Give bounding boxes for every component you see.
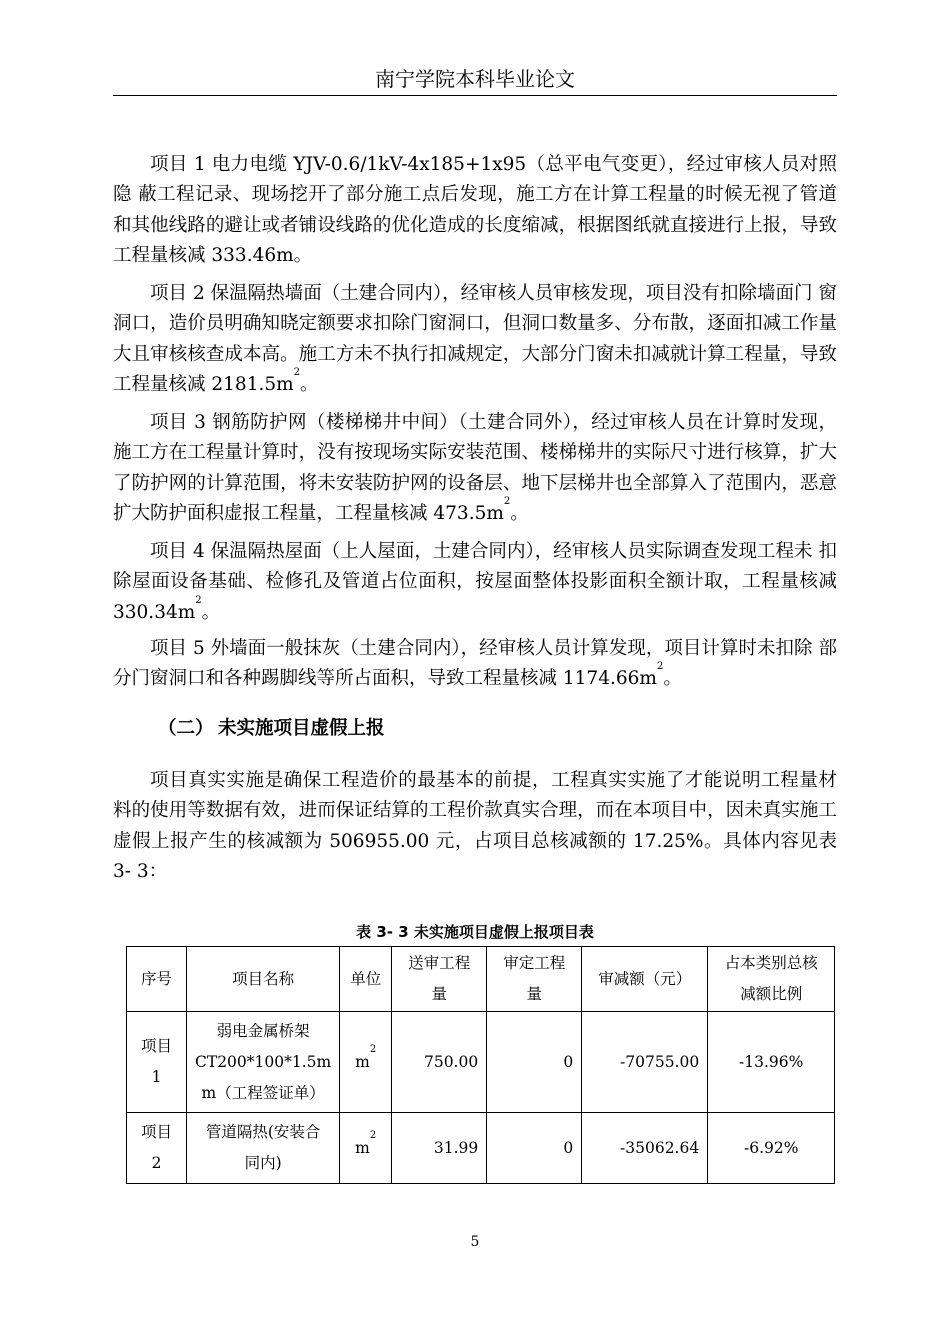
paragraph-line: 项目 2 保温隔热墙面（土建合同内），经审核人员审核发现，项目没有扣除墙面门 bbox=[150, 283, 813, 304]
cell-line: 同内) bbox=[244, 1154, 282, 1172]
header-cell-unit: 单位 bbox=[340, 947, 392, 1012]
superscript: 2 bbox=[293, 367, 301, 379]
paragraph-line: 项目 4 保温隔热屋面（上人屋面，土建合同内），经审核人员实际调查发现工程未 bbox=[150, 541, 813, 562]
paragraph-line: 项目 1 电力电缆 YJV-0.6/1kV-4x185+1x95（总平电气变更），经过审核人员对照隐 bbox=[113, 154, 837, 206]
header-cell-name: 项目名称 bbox=[187, 947, 340, 1012]
cell-line: 管道隔热(安装合 bbox=[205, 1123, 321, 1141]
header-line: 占本类别总核 bbox=[724, 954, 818, 972]
paragraph-line: 项目 3 钢筋防护网（楼梯梯井中间）（土建合同外），经过审核人员在计算时发现， bbox=[150, 412, 837, 433]
cell-submitted: 31.99 bbox=[392, 1113, 487, 1184]
header-cell-no: 序号 bbox=[127, 947, 187, 1012]
page-number: 5 bbox=[470, 1234, 480, 1250]
superscript: 2 bbox=[195, 594, 202, 606]
paragraph-item-1 bbox=[113, 150, 837, 272]
cell-line: 项目 bbox=[140, 1037, 172, 1055]
paragraph-text: 蔽工程记录、现场挖开了部分施工点后发现，施工方在计算工程量的时候无视了管道和其他线路的避让或者铺设线路的优化造成的长度缩减，根据图纸就直接进行上报，导致工程量核减 333.46m。 bbox=[113, 184, 837, 267]
cell-ratio: -13.96% bbox=[708, 1012, 835, 1113]
cell-unit bbox=[340, 1113, 392, 1184]
cell-name bbox=[187, 1012, 340, 1113]
paragraph-line: 项目真实实施是确保工程造价的最基本的前提，工程真实实施了才能说明工程量材 bbox=[150, 770, 837, 791]
header-cell-approved bbox=[487, 947, 582, 1012]
paragraph-line: 项目 5 外墙面一般抹灰（土建合同内），经审核人员计算发现，项目计算时未扣除 bbox=[150, 638, 813, 659]
cell-no bbox=[127, 1113, 187, 1184]
paragraph-text: 施工方在工程量计算时，没有按现场实际安装范围、楼梯梯井的实际尺寸进行核算，扩大了防护网的计算范围，将未安装防护网的设备层、地下层梯井也全部算入了范围内，恶意扩大防护面积虚报工程量，工程量核减 473.5m bbox=[113, 442, 837, 525]
cell-approved: 0 bbox=[487, 1012, 582, 1113]
cell-line: m（工程签证单） bbox=[201, 1083, 325, 1102]
table-caption: 表 3- 3 未实施项目虚假上报项目表 bbox=[356, 923, 594, 941]
header-divider bbox=[113, 95, 837, 96]
header-cell-ratio bbox=[708, 947, 835, 1012]
paragraph-text: 料的使用等数据有效，进而保证结算的工程价款真实合理，而在本项目中，因未真实施工虚假上报产生的核减额为 506955.00 元，占项目总核减额的 17.25%。具体内容见表3- 3： bbox=[113, 800, 837, 883]
cell-reduction: -70755.00 bbox=[582, 1012, 708, 1113]
cell-line: 弱电金属桥架 bbox=[216, 1021, 310, 1040]
superscript: 2 bbox=[369, 1129, 377, 1141]
cell-no bbox=[127, 1012, 187, 1113]
paragraph-text: 扣除屋面设备基础、检修孔及管道占位面积，按屋面整体投影面积全额计取，工程量核减 330.34m bbox=[113, 541, 837, 623]
paragraph-text: 窗洞口，造价员明确知晓定额要求扣除门窗洞口，但洞口数量多、分布散，逐面扣减工作量大且审核核查成本高。施工方未不执行扣减规定，大部分门窗未扣减就计算工程量，导致工程量核减 2181.5m bbox=[113, 283, 837, 396]
page-header-title: 南宁学院本科毕业论文 bbox=[375, 67, 575, 91]
table-row bbox=[127, 1113, 835, 1184]
header-line: 减额比例 bbox=[740, 985, 803, 1003]
cell-ratio: -6.92% bbox=[708, 1113, 835, 1184]
paragraph-item-3 bbox=[113, 408, 837, 530]
paragraph-text: 部分门窗洞口和各种踢脚线等所占面积，导致工程量核减 1174.66m bbox=[113, 638, 837, 690]
header-line: 量 bbox=[526, 985, 542, 1003]
paragraph-end: 。 bbox=[663, 668, 682, 690]
superscript: 2 bbox=[503, 496, 511, 508]
cell-unit bbox=[340, 1012, 392, 1113]
header-cell-submitted bbox=[392, 947, 487, 1012]
section-heading bbox=[158, 716, 385, 742]
section-number: （二） bbox=[158, 718, 214, 739]
cell-unit-text: m bbox=[355, 1138, 370, 1157]
superscript: 2 bbox=[369, 1043, 377, 1055]
header-cell-reduction: 审减额（元） bbox=[582, 947, 708, 1012]
cell-line: 2 bbox=[151, 1154, 162, 1172]
paragraph-end: 。 bbox=[300, 374, 319, 396]
paragraph-end: 。 bbox=[201, 601, 221, 623]
header-line: 审定工程 bbox=[503, 954, 566, 972]
cell-line: 项目 bbox=[140, 1123, 172, 1141]
paragraph-item-5 bbox=[113, 634, 837, 695]
cell-reduction: -35062.64 bbox=[582, 1113, 708, 1184]
paragraph-end: 。 bbox=[510, 503, 529, 525]
paragraph-item-4 bbox=[113, 537, 837, 628]
header-line: 量 bbox=[431, 985, 447, 1003]
paragraph-item-2 bbox=[113, 279, 837, 401]
superscript: 2 bbox=[656, 661, 664, 673]
paragraph-item-6 bbox=[113, 766, 837, 888]
cell-approved: 0 bbox=[487, 1113, 582, 1184]
cell-submitted: 750.00 bbox=[392, 1012, 487, 1113]
cell-line: CT200*100*1.5m bbox=[195, 1052, 332, 1071]
header-line: 送审工程 bbox=[408, 954, 471, 972]
cell-name bbox=[187, 1113, 340, 1184]
table-row bbox=[127, 1012, 835, 1113]
table-header-row bbox=[127, 947, 835, 1012]
section-title: 未实施项目虚假上报 bbox=[218, 718, 385, 739]
cell-line: 1 bbox=[151, 1068, 162, 1086]
data-table bbox=[126, 946, 835, 1184]
cell-unit-text: m bbox=[355, 1052, 370, 1071]
